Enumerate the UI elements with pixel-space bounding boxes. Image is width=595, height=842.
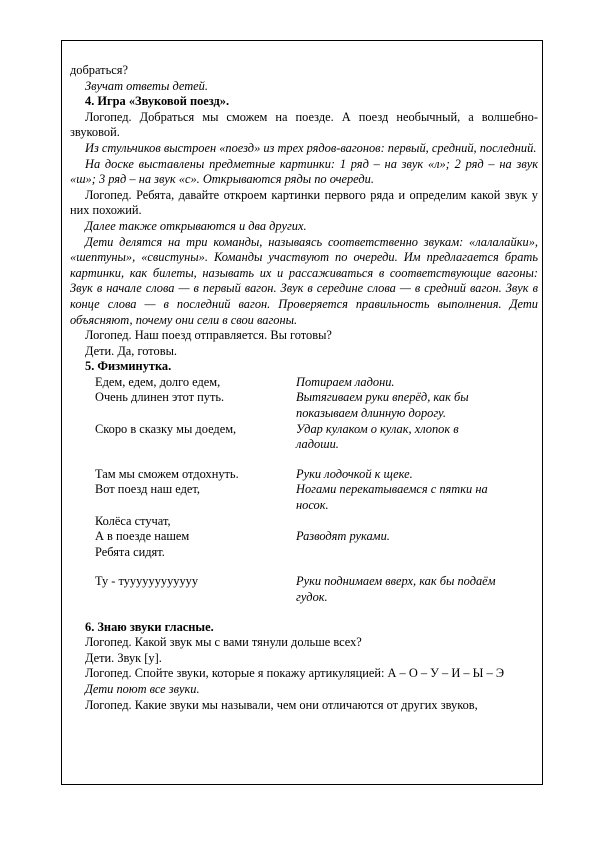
paragraph: добраться?: [70, 63, 128, 77]
poem-line: Вот поезд наш едет,: [95, 482, 200, 497]
poem-line: Едем, едем, долго едем,: [95, 374, 221, 389]
poem-row: [95, 482, 538, 513]
paragraph-italic: На доске выставлены предметные картинки: 1 ряд – на звук «л»; 2 ряд – на звук «ш»; 3 ряд – на звук «с». Открываются ряды по очереди.: [70, 156, 538, 187]
paragraph-italic: Дети поют все звуки.: [85, 681, 200, 696]
paragraph: Логопед. Какой звук мы с вами тянули дольше всех?: [85, 635, 362, 650]
paragraph-italic: Дети делятся на три команды, называясь соответственно звукам: «лалалайки», «шептуны», «свистуны». Команды участвуют по очереди. Им предлагается брать картинки, как билеты, называть их и рассаживаться в соответствующие вагоны: Звук в начале слова — в первый вагон. Звук в середине слова — в средний вагон. Звук в конце слова — в последний вагон. Проверяется правильность выполнения. Дети объясняют, почему они сели в свои вагоны.: [70, 234, 538, 327]
poem-row: [95, 467, 538, 483]
poem-row: [95, 574, 538, 605]
paragraph: Логопед. Ребята, давайте откроем картинки первого ряда и определим какой звук у них похожий.: [70, 187, 538, 218]
poem-action: Потираем ладони.: [296, 374, 395, 389]
paragraph: Логопед. Спойте звуки, которые я покажу артикуляцией: А – О – У – И – Ы – Э: [85, 666, 505, 681]
poem-spacer: [95, 453, 538, 467]
poem-line: Очень длинен этот путь.: [95, 390, 225, 405]
section-heading: 6. Знаю звуки гласные.: [85, 619, 214, 634]
poem-spacer: [95, 560, 538, 574]
poem-action: Ногами перекатываемся с пятки на носок.: [296, 482, 488, 513]
page-frame: [61, 40, 543, 785]
poem-row: [95, 375, 538, 391]
paragraph-italic: Из стульчиков выстроен «поезд» из трех рядов-вагонов: первый, средний, последний.: [85, 140, 537, 155]
poem-line: Ребята сидят.: [95, 544, 165, 559]
document-body: [70, 63, 538, 713]
section-heading: 5. Физминутка.: [85, 359, 172, 374]
poem-row: [95, 390, 538, 421]
poem-line: Колёса стучат,: [95, 513, 171, 528]
poem-line: Ту - туууууууууууу: [95, 574, 199, 589]
poem-action: Разводят руками.: [296, 529, 390, 544]
poem-row: [95, 422, 538, 453]
spacer: [70, 606, 538, 620]
poem-action: [296, 545, 501, 561]
section-heading: 4. Игра «Звуковой поезд».: [85, 94, 230, 109]
paragraph: Дети. Да, готовы.: [85, 343, 178, 358]
paragraph-italic: Далее также открываются и два других.: [85, 218, 307, 233]
poem-row: [95, 545, 538, 561]
poem-action: [296, 514, 501, 530]
paragraph-italic: Звучат ответы детей.: [85, 78, 208, 93]
poem-action: Вытягиваем руки вперёд, как бы показываем длинную дорогу.: [296, 390, 469, 421]
paragraph: Логопед. Какие звуки мы называли, чем они отличаются от других звуков,: [85, 697, 478, 712]
poem-row: [95, 514, 538, 530]
poem-action: Удар кулаком о кулак, хлопок в ладоши.: [296, 421, 459, 452]
poem-action: Руки поднимаем вверх, как бы подаём гудок.: [296, 574, 496, 604]
poem-row: [95, 529, 538, 545]
poem-line: Скоро в сказку мы доедем,: [95, 421, 237, 436]
paragraph: Логопед. Наш поезд отправляется. Вы готовы?: [85, 328, 332, 343]
paragraph: Дети. Звук [у].: [85, 650, 162, 665]
paragraph: Логопед. Добраться мы сможем на поезде. А поезд необычный, а волшебно-звуковой.: [70, 109, 538, 140]
poem-action: Руки лодочкой к щеке.: [296, 466, 413, 481]
poem-line: А в поезде нашем: [95, 529, 190, 544]
exercise-poem-table: [95, 375, 538, 606]
poem-line: Там мы сможем отдохнуть.: [95, 466, 239, 481]
